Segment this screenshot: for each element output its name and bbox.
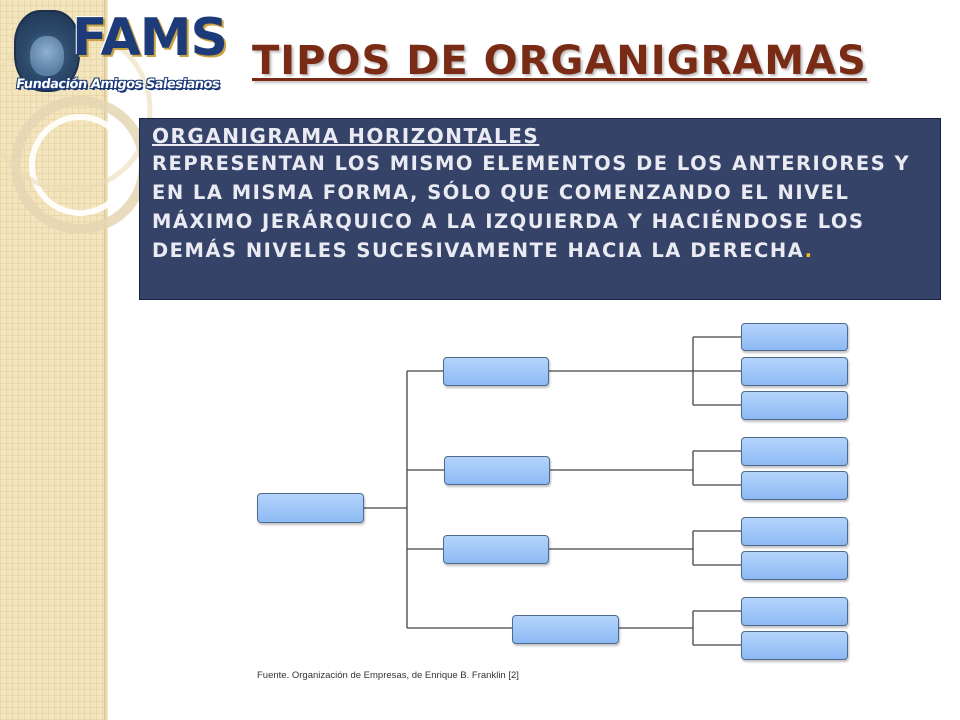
- org-box-root: [257, 493, 364, 523]
- org-box-level3-1a: [741, 323, 848, 351]
- description-end-mark: .: [804, 239, 814, 262]
- org-box-level3-2a: [741, 437, 848, 466]
- description-heading: ORGANIGRAMA HORIZONTALES: [152, 124, 540, 148]
- org-box-level2-2: [444, 456, 550, 485]
- org-box-level3-4b: [741, 631, 848, 660]
- description-box: [139, 118, 941, 300]
- fams-logo: [6, 4, 227, 98]
- org-box-level2-1: [443, 357, 549, 386]
- org-box-level3-1b: [741, 357, 848, 386]
- org-box-level3-3a: [741, 517, 848, 546]
- logo-tagline: Fundación Amigos Salesianos: [15, 77, 221, 92]
- org-box-level3-1c: [741, 391, 848, 420]
- logo-name: FAMS: [72, 8, 227, 68]
- org-box-level3-2b: [741, 471, 848, 500]
- org-box-level2-3: [443, 535, 549, 564]
- side-strip-edge: [104, 0, 108, 720]
- description-text: REPRESENTAN LOS MISMO ELEMENTOS DE LOS ANTERIORES Y EN LA MISMA FORMA, SÓLO QUE COMENZANDO EL NIVEL MÁXIMO JERÁRQUICO A LA IZQUIERDA Y HACIÉNDOSE LOS DEMÁS NIVELES SUCESIVAMENTE HACIA LA DERECHA: [152, 152, 911, 262]
- org-box-level3-4a: [741, 597, 848, 626]
- diagram-source-caption: Fuente. Organización de Empresas, de Enrique B. Franklin [2]: [257, 670, 519, 681]
- org-box-level3-3b: [741, 551, 848, 580]
- org-box-level2-4: [512, 615, 619, 644]
- description-body: [152, 149, 932, 265]
- page-title: TIPOS DE ORGANIGRAMAS: [252, 38, 867, 84]
- decorative-side-strip: [0, 0, 104, 720]
